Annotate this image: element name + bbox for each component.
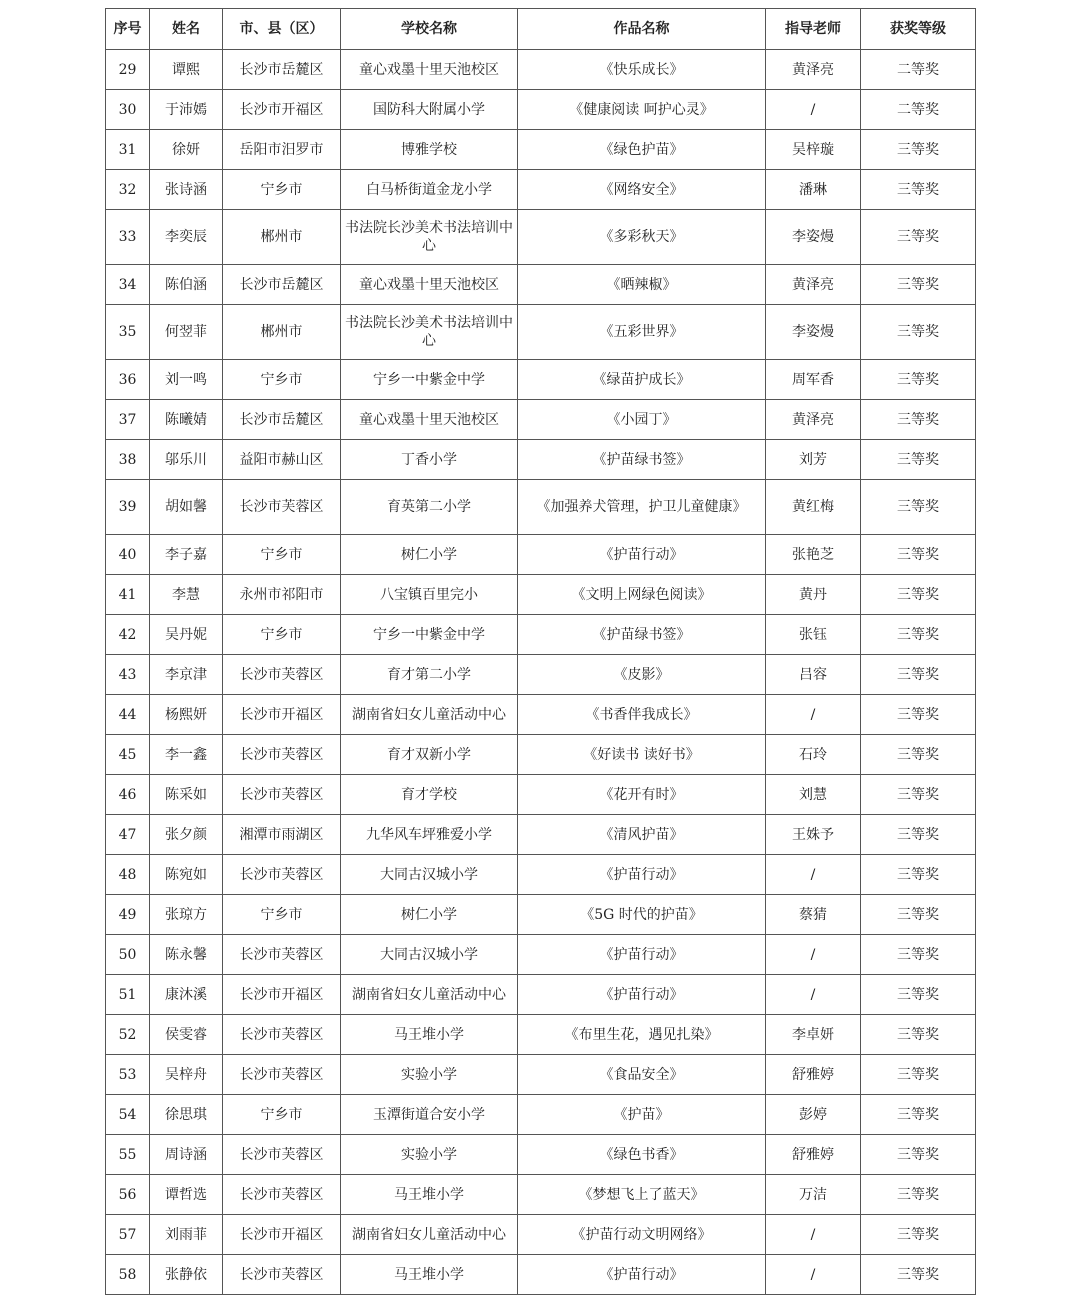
cell-school: 大同古汉城小学 bbox=[341, 855, 518, 895]
cell-region: 宁乡市 bbox=[223, 360, 341, 400]
cell-region: 湘潭市雨湖区 bbox=[223, 815, 341, 855]
cell-teacher: 黄红梅 bbox=[766, 480, 861, 535]
table-row bbox=[106, 1255, 976, 1295]
cell-work: 《五彩世界》 bbox=[518, 305, 766, 360]
cell-region: 岳阳市汨罗市 bbox=[223, 130, 341, 170]
cell-region: 宁乡市 bbox=[223, 895, 341, 935]
cell-number: 38 bbox=[106, 440, 150, 480]
cell-name: 杨熙妍 bbox=[150, 695, 223, 735]
table-row bbox=[106, 615, 976, 655]
header-row bbox=[106, 9, 976, 50]
cell-work: 《5G 时代的护苗》 bbox=[518, 895, 766, 935]
cell-teacher: 蔡猜 bbox=[766, 895, 861, 935]
cell-region: 长沙市岳麓区 bbox=[223, 265, 341, 305]
cell-teacher: 黄丹 bbox=[766, 575, 861, 615]
cell-work: 《快乐成长》 bbox=[518, 50, 766, 90]
cell-school: 九华风车坪雅爱小学 bbox=[341, 815, 518, 855]
cell-name: 何翌菲 bbox=[150, 305, 223, 360]
cell-name: 于沛嫣 bbox=[150, 90, 223, 130]
cell-teacher: 舒雅婷 bbox=[766, 1135, 861, 1175]
cell-teacher: 周军香 bbox=[766, 360, 861, 400]
cell-teacher: / bbox=[766, 695, 861, 735]
cell-work: 《护苗行动》 bbox=[518, 975, 766, 1015]
cell-award: 三等奖 bbox=[861, 695, 976, 735]
cell-number: 55 bbox=[106, 1135, 150, 1175]
cell-number: 33 bbox=[106, 210, 150, 265]
cell-region: 益阳市赫山区 bbox=[223, 440, 341, 480]
cell-teacher: 王姝予 bbox=[766, 815, 861, 855]
table-row bbox=[106, 695, 976, 735]
cell-award: 三等奖 bbox=[861, 400, 976, 440]
cell-work: 《护苗行动》 bbox=[518, 1255, 766, 1295]
cell-name: 李一鑫 bbox=[150, 735, 223, 775]
cell-award: 三等奖 bbox=[861, 1055, 976, 1095]
cell-award: 三等奖 bbox=[861, 815, 976, 855]
cell-award: 三等奖 bbox=[861, 1215, 976, 1255]
table-row bbox=[106, 480, 976, 535]
cell-school: 国防科大附属小学 bbox=[341, 90, 518, 130]
cell-region: 长沙市芙蓉区 bbox=[223, 1055, 341, 1095]
cell-award: 三等奖 bbox=[861, 935, 976, 975]
cell-number: 46 bbox=[106, 775, 150, 815]
cell-award: 三等奖 bbox=[861, 735, 976, 775]
cell-teacher: / bbox=[766, 1255, 861, 1295]
cell-teacher: 彭婷 bbox=[766, 1095, 861, 1135]
cell-school: 白马桥街道金龙小学 bbox=[341, 170, 518, 210]
cell-name: 李京津 bbox=[150, 655, 223, 695]
cell-award: 三等奖 bbox=[861, 775, 976, 815]
cell-award: 三等奖 bbox=[861, 575, 976, 615]
cell-number: 41 bbox=[106, 575, 150, 615]
cell-region: 长沙市芙蓉区 bbox=[223, 1255, 341, 1295]
cell-number: 43 bbox=[106, 655, 150, 695]
cell-name: 张琼方 bbox=[150, 895, 223, 935]
cell-teacher: 刘芳 bbox=[766, 440, 861, 480]
cell-name: 吴丹妮 bbox=[150, 615, 223, 655]
cell-school: 树仁小学 bbox=[341, 535, 518, 575]
cell-award: 三等奖 bbox=[861, 1135, 976, 1175]
table-row bbox=[106, 1055, 976, 1095]
table-row bbox=[106, 535, 976, 575]
header-teacher: 指导老师 bbox=[766, 9, 861, 50]
table-header bbox=[106, 9, 976, 50]
cell-teacher: 石玲 bbox=[766, 735, 861, 775]
cell-region: 长沙市芙蓉区 bbox=[223, 935, 341, 975]
table-row bbox=[106, 975, 976, 1015]
cell-award: 三等奖 bbox=[861, 480, 976, 535]
cell-name: 陈永馨 bbox=[150, 935, 223, 975]
cell-number: 57 bbox=[106, 1215, 150, 1255]
award-table bbox=[105, 8, 976, 1295]
cell-name: 李子嘉 bbox=[150, 535, 223, 575]
cell-region: 长沙市开福区 bbox=[223, 975, 341, 1015]
table-row bbox=[106, 1095, 976, 1135]
cell-name: 张夕颜 bbox=[150, 815, 223, 855]
cell-region: 长沙市芙蓉区 bbox=[223, 775, 341, 815]
table-row bbox=[106, 655, 976, 695]
cell-number: 42 bbox=[106, 615, 150, 655]
cell-school: 玉潭街道合安小学 bbox=[341, 1095, 518, 1135]
cell-teacher: 黄泽亮 bbox=[766, 265, 861, 305]
cell-region: 长沙市岳麓区 bbox=[223, 400, 341, 440]
cell-number: 30 bbox=[106, 90, 150, 130]
cell-region: 宁乡市 bbox=[223, 170, 341, 210]
cell-name: 刘雨菲 bbox=[150, 1215, 223, 1255]
cell-award: 三等奖 bbox=[861, 975, 976, 1015]
cell-region: 郴州市 bbox=[223, 305, 341, 360]
cell-work: 《护苗行动》 bbox=[518, 935, 766, 975]
header-region: 市、县（区） bbox=[223, 9, 341, 50]
table-row bbox=[106, 210, 976, 265]
cell-name: 李奕辰 bbox=[150, 210, 223, 265]
cell-school: 育才学校 bbox=[341, 775, 518, 815]
cell-name: 吴梓舟 bbox=[150, 1055, 223, 1095]
cell-region: 长沙市芙蓉区 bbox=[223, 480, 341, 535]
cell-region: 宁乡市 bbox=[223, 535, 341, 575]
table-row bbox=[106, 1175, 976, 1215]
header-number: 序号 bbox=[106, 9, 150, 50]
cell-work: 《食品安全》 bbox=[518, 1055, 766, 1095]
table-row bbox=[106, 735, 976, 775]
cell-work: 《护苗绿书签》 bbox=[518, 615, 766, 655]
cell-award: 三等奖 bbox=[861, 1175, 976, 1215]
cell-region: 长沙市开福区 bbox=[223, 695, 341, 735]
cell-work: 《多彩秋天》 bbox=[518, 210, 766, 265]
cell-school: 大同古汉城小学 bbox=[341, 935, 518, 975]
cell-school: 树仁小学 bbox=[341, 895, 518, 935]
cell-work: 《绿色书香》 bbox=[518, 1135, 766, 1175]
cell-region: 宁乡市 bbox=[223, 1095, 341, 1135]
cell-region: 郴州市 bbox=[223, 210, 341, 265]
cell-number: 50 bbox=[106, 935, 150, 975]
cell-region: 长沙市芙蓉区 bbox=[223, 655, 341, 695]
cell-award: 三等奖 bbox=[861, 170, 976, 210]
cell-teacher: / bbox=[766, 935, 861, 975]
cell-number: 54 bbox=[106, 1095, 150, 1135]
cell-region: 长沙市芙蓉区 bbox=[223, 735, 341, 775]
table-row bbox=[106, 935, 976, 975]
cell-region: 长沙市芙蓉区 bbox=[223, 855, 341, 895]
cell-award: 三等奖 bbox=[861, 360, 976, 400]
cell-number: 51 bbox=[106, 975, 150, 1015]
table-row bbox=[106, 815, 976, 855]
header-school: 学校名称 bbox=[341, 9, 518, 50]
cell-award: 三等奖 bbox=[861, 615, 976, 655]
cell-teacher: 吴梓璇 bbox=[766, 130, 861, 170]
header-award: 获奖等级 bbox=[861, 9, 976, 50]
cell-number: 31 bbox=[106, 130, 150, 170]
table-row bbox=[106, 1015, 976, 1055]
cell-name: 侯雯睿 bbox=[150, 1015, 223, 1055]
cell-award: 三等奖 bbox=[861, 655, 976, 695]
cell-teacher: 吕容 bbox=[766, 655, 861, 695]
cell-name: 周诗涵 bbox=[150, 1135, 223, 1175]
cell-name: 陈伯涵 bbox=[150, 265, 223, 305]
cell-work: 《健康阅读 呵护心灵》 bbox=[518, 90, 766, 130]
cell-school: 马王堆小学 bbox=[341, 1255, 518, 1295]
cell-number: 47 bbox=[106, 815, 150, 855]
cell-teacher: 李姿熳 bbox=[766, 210, 861, 265]
cell-work: 《布里生花，遇见扎染》 bbox=[518, 1015, 766, 1055]
cell-work: 《晒辣椒》 bbox=[518, 265, 766, 305]
table-row bbox=[106, 400, 976, 440]
cell-teacher: 舒雅婷 bbox=[766, 1055, 861, 1095]
cell-work: 《花开有时》 bbox=[518, 775, 766, 815]
cell-work: 《绿色护苗》 bbox=[518, 130, 766, 170]
table-row bbox=[106, 90, 976, 130]
cell-name: 谭熙 bbox=[150, 50, 223, 90]
cell-work: 《护苗绿书签》 bbox=[518, 440, 766, 480]
cell-name: 陈采如 bbox=[150, 775, 223, 815]
cell-number: 39 bbox=[106, 480, 150, 535]
table-row bbox=[106, 775, 976, 815]
header-name: 姓名 bbox=[150, 9, 223, 50]
cell-award: 二等奖 bbox=[861, 90, 976, 130]
cell-number: 56 bbox=[106, 1175, 150, 1215]
cell-name: 陈宛如 bbox=[150, 855, 223, 895]
cell-award: 三等奖 bbox=[861, 440, 976, 480]
cell-work: 《书香伴我成长》 bbox=[518, 695, 766, 735]
table-row bbox=[106, 575, 976, 615]
cell-teacher: / bbox=[766, 975, 861, 1015]
table-row bbox=[106, 130, 976, 170]
cell-name: 徐思琪 bbox=[150, 1095, 223, 1135]
cell-number: 35 bbox=[106, 305, 150, 360]
cell-award: 二等奖 bbox=[861, 50, 976, 90]
cell-region: 宁乡市 bbox=[223, 615, 341, 655]
cell-award: 三等奖 bbox=[861, 265, 976, 305]
cell-school: 育英第二小学 bbox=[341, 480, 518, 535]
cell-number: 29 bbox=[106, 50, 150, 90]
cell-school: 实验小学 bbox=[341, 1055, 518, 1095]
cell-school: 博雅学校 bbox=[341, 130, 518, 170]
cell-award: 三等奖 bbox=[861, 535, 976, 575]
cell-school: 宁乡一中紫金中学 bbox=[341, 615, 518, 655]
cell-teacher: 李卓妍 bbox=[766, 1015, 861, 1055]
cell-teacher: 刘慧 bbox=[766, 775, 861, 815]
table-row bbox=[106, 895, 976, 935]
cell-teacher: 张钰 bbox=[766, 615, 861, 655]
cell-region: 长沙市芙蓉区 bbox=[223, 1135, 341, 1175]
cell-work: 《好读书 读好书》 bbox=[518, 735, 766, 775]
cell-school: 马王堆小学 bbox=[341, 1015, 518, 1055]
cell-award: 三等奖 bbox=[861, 130, 976, 170]
cell-award: 三等奖 bbox=[861, 855, 976, 895]
cell-name: 陈曦婧 bbox=[150, 400, 223, 440]
cell-work: 《文明上网绿色阅读》 bbox=[518, 575, 766, 615]
cell-teacher: 黄泽亮 bbox=[766, 400, 861, 440]
cell-number: 49 bbox=[106, 895, 150, 935]
cell-name: 刘一鸣 bbox=[150, 360, 223, 400]
cell-work: 《小园丁》 bbox=[518, 400, 766, 440]
cell-school: 书法院长沙美术书法培训中心 bbox=[341, 210, 518, 265]
table-row bbox=[106, 855, 976, 895]
cell-teacher: 黄泽亮 bbox=[766, 50, 861, 90]
cell-school: 童心戏墨十里天池校区 bbox=[341, 400, 518, 440]
cell-name: 张静依 bbox=[150, 1255, 223, 1295]
cell-name: 胡如馨 bbox=[150, 480, 223, 535]
cell-award: 三等奖 bbox=[861, 1015, 976, 1055]
cell-teacher: / bbox=[766, 855, 861, 895]
table-row bbox=[106, 50, 976, 90]
cell-name: 徐妍 bbox=[150, 130, 223, 170]
cell-number: 40 bbox=[106, 535, 150, 575]
cell-region: 永州市祁阳市 bbox=[223, 575, 341, 615]
cell-award: 三等奖 bbox=[861, 895, 976, 935]
cell-teacher: 万洁 bbox=[766, 1175, 861, 1215]
cell-region: 长沙市岳麓区 bbox=[223, 50, 341, 90]
cell-number: 53 bbox=[106, 1055, 150, 1095]
table-row bbox=[106, 170, 976, 210]
cell-work: 《加强养犬管理，护卫儿童健康》 bbox=[518, 480, 766, 535]
cell-teacher: 李姿熳 bbox=[766, 305, 861, 360]
cell-school: 书法院长沙美术书法培训中心 bbox=[341, 305, 518, 360]
cell-teacher: 潘琳 bbox=[766, 170, 861, 210]
cell-region: 长沙市芙蓉区 bbox=[223, 1015, 341, 1055]
cell-teacher: / bbox=[766, 90, 861, 130]
cell-number: 32 bbox=[106, 170, 150, 210]
cell-number: 37 bbox=[106, 400, 150, 440]
cell-school: 八宝镇百里完小 bbox=[341, 575, 518, 615]
cell-school: 丁香小学 bbox=[341, 440, 518, 480]
cell-school: 宁乡一中紫金中学 bbox=[341, 360, 518, 400]
cell-number: 45 bbox=[106, 735, 150, 775]
cell-name: 康沐溪 bbox=[150, 975, 223, 1015]
cell-number: 48 bbox=[106, 855, 150, 895]
cell-work: 《清风护苗》 bbox=[518, 815, 766, 855]
table-row bbox=[106, 305, 976, 360]
cell-teacher: 张艳芝 bbox=[766, 535, 861, 575]
table-row bbox=[106, 1215, 976, 1255]
cell-name: 李慧 bbox=[150, 575, 223, 615]
cell-work: 《护苗行动》 bbox=[518, 535, 766, 575]
cell-work: 《护苗》 bbox=[518, 1095, 766, 1135]
cell-school: 育才第二小学 bbox=[341, 655, 518, 695]
header-work: 作品名称 bbox=[518, 9, 766, 50]
cell-school: 马王堆小学 bbox=[341, 1175, 518, 1215]
cell-region: 长沙市开福区 bbox=[223, 90, 341, 130]
cell-award: 三等奖 bbox=[861, 1255, 976, 1295]
cell-name: 张诗涵 bbox=[150, 170, 223, 210]
cell-school: 实验小学 bbox=[341, 1135, 518, 1175]
cell-school: 湖南省妇女儿童活动中心 bbox=[341, 975, 518, 1015]
cell-work: 《护苗行动》 bbox=[518, 855, 766, 895]
cell-work: 《皮影》 bbox=[518, 655, 766, 695]
cell-school: 童心戏墨十里天池校区 bbox=[341, 265, 518, 305]
cell-name: 谭哲选 bbox=[150, 1175, 223, 1215]
cell-name: 邬乐川 bbox=[150, 440, 223, 480]
table-row bbox=[106, 1135, 976, 1175]
cell-award: 三等奖 bbox=[861, 210, 976, 265]
cell-region: 长沙市芙蓉区 bbox=[223, 1175, 341, 1215]
cell-award: 三等奖 bbox=[861, 1095, 976, 1135]
cell-work: 《网络安全》 bbox=[518, 170, 766, 210]
table-body bbox=[106, 50, 976, 1295]
cell-number: 44 bbox=[106, 695, 150, 735]
cell-number: 34 bbox=[106, 265, 150, 305]
table-row bbox=[106, 360, 976, 400]
cell-work: 《绿苗护成长》 bbox=[518, 360, 766, 400]
cell-award: 三等奖 bbox=[861, 305, 976, 360]
cell-region: 长沙市开福区 bbox=[223, 1215, 341, 1255]
cell-school: 湖南省妇女儿童活动中心 bbox=[341, 695, 518, 735]
cell-number: 52 bbox=[106, 1015, 150, 1055]
cell-school: 童心戏墨十里天池校区 bbox=[341, 50, 518, 90]
cell-school: 育才双新小学 bbox=[341, 735, 518, 775]
table-row bbox=[106, 265, 976, 305]
cell-teacher: / bbox=[766, 1215, 861, 1255]
cell-number: 58 bbox=[106, 1255, 150, 1295]
cell-work: 《梦想飞上了蓝天》 bbox=[518, 1175, 766, 1215]
table-row bbox=[106, 440, 976, 480]
cell-number: 36 bbox=[106, 360, 150, 400]
cell-school: 湖南省妇女儿童活动中心 bbox=[341, 1215, 518, 1255]
cell-work: 《护苗行动文明网络》 bbox=[518, 1215, 766, 1255]
